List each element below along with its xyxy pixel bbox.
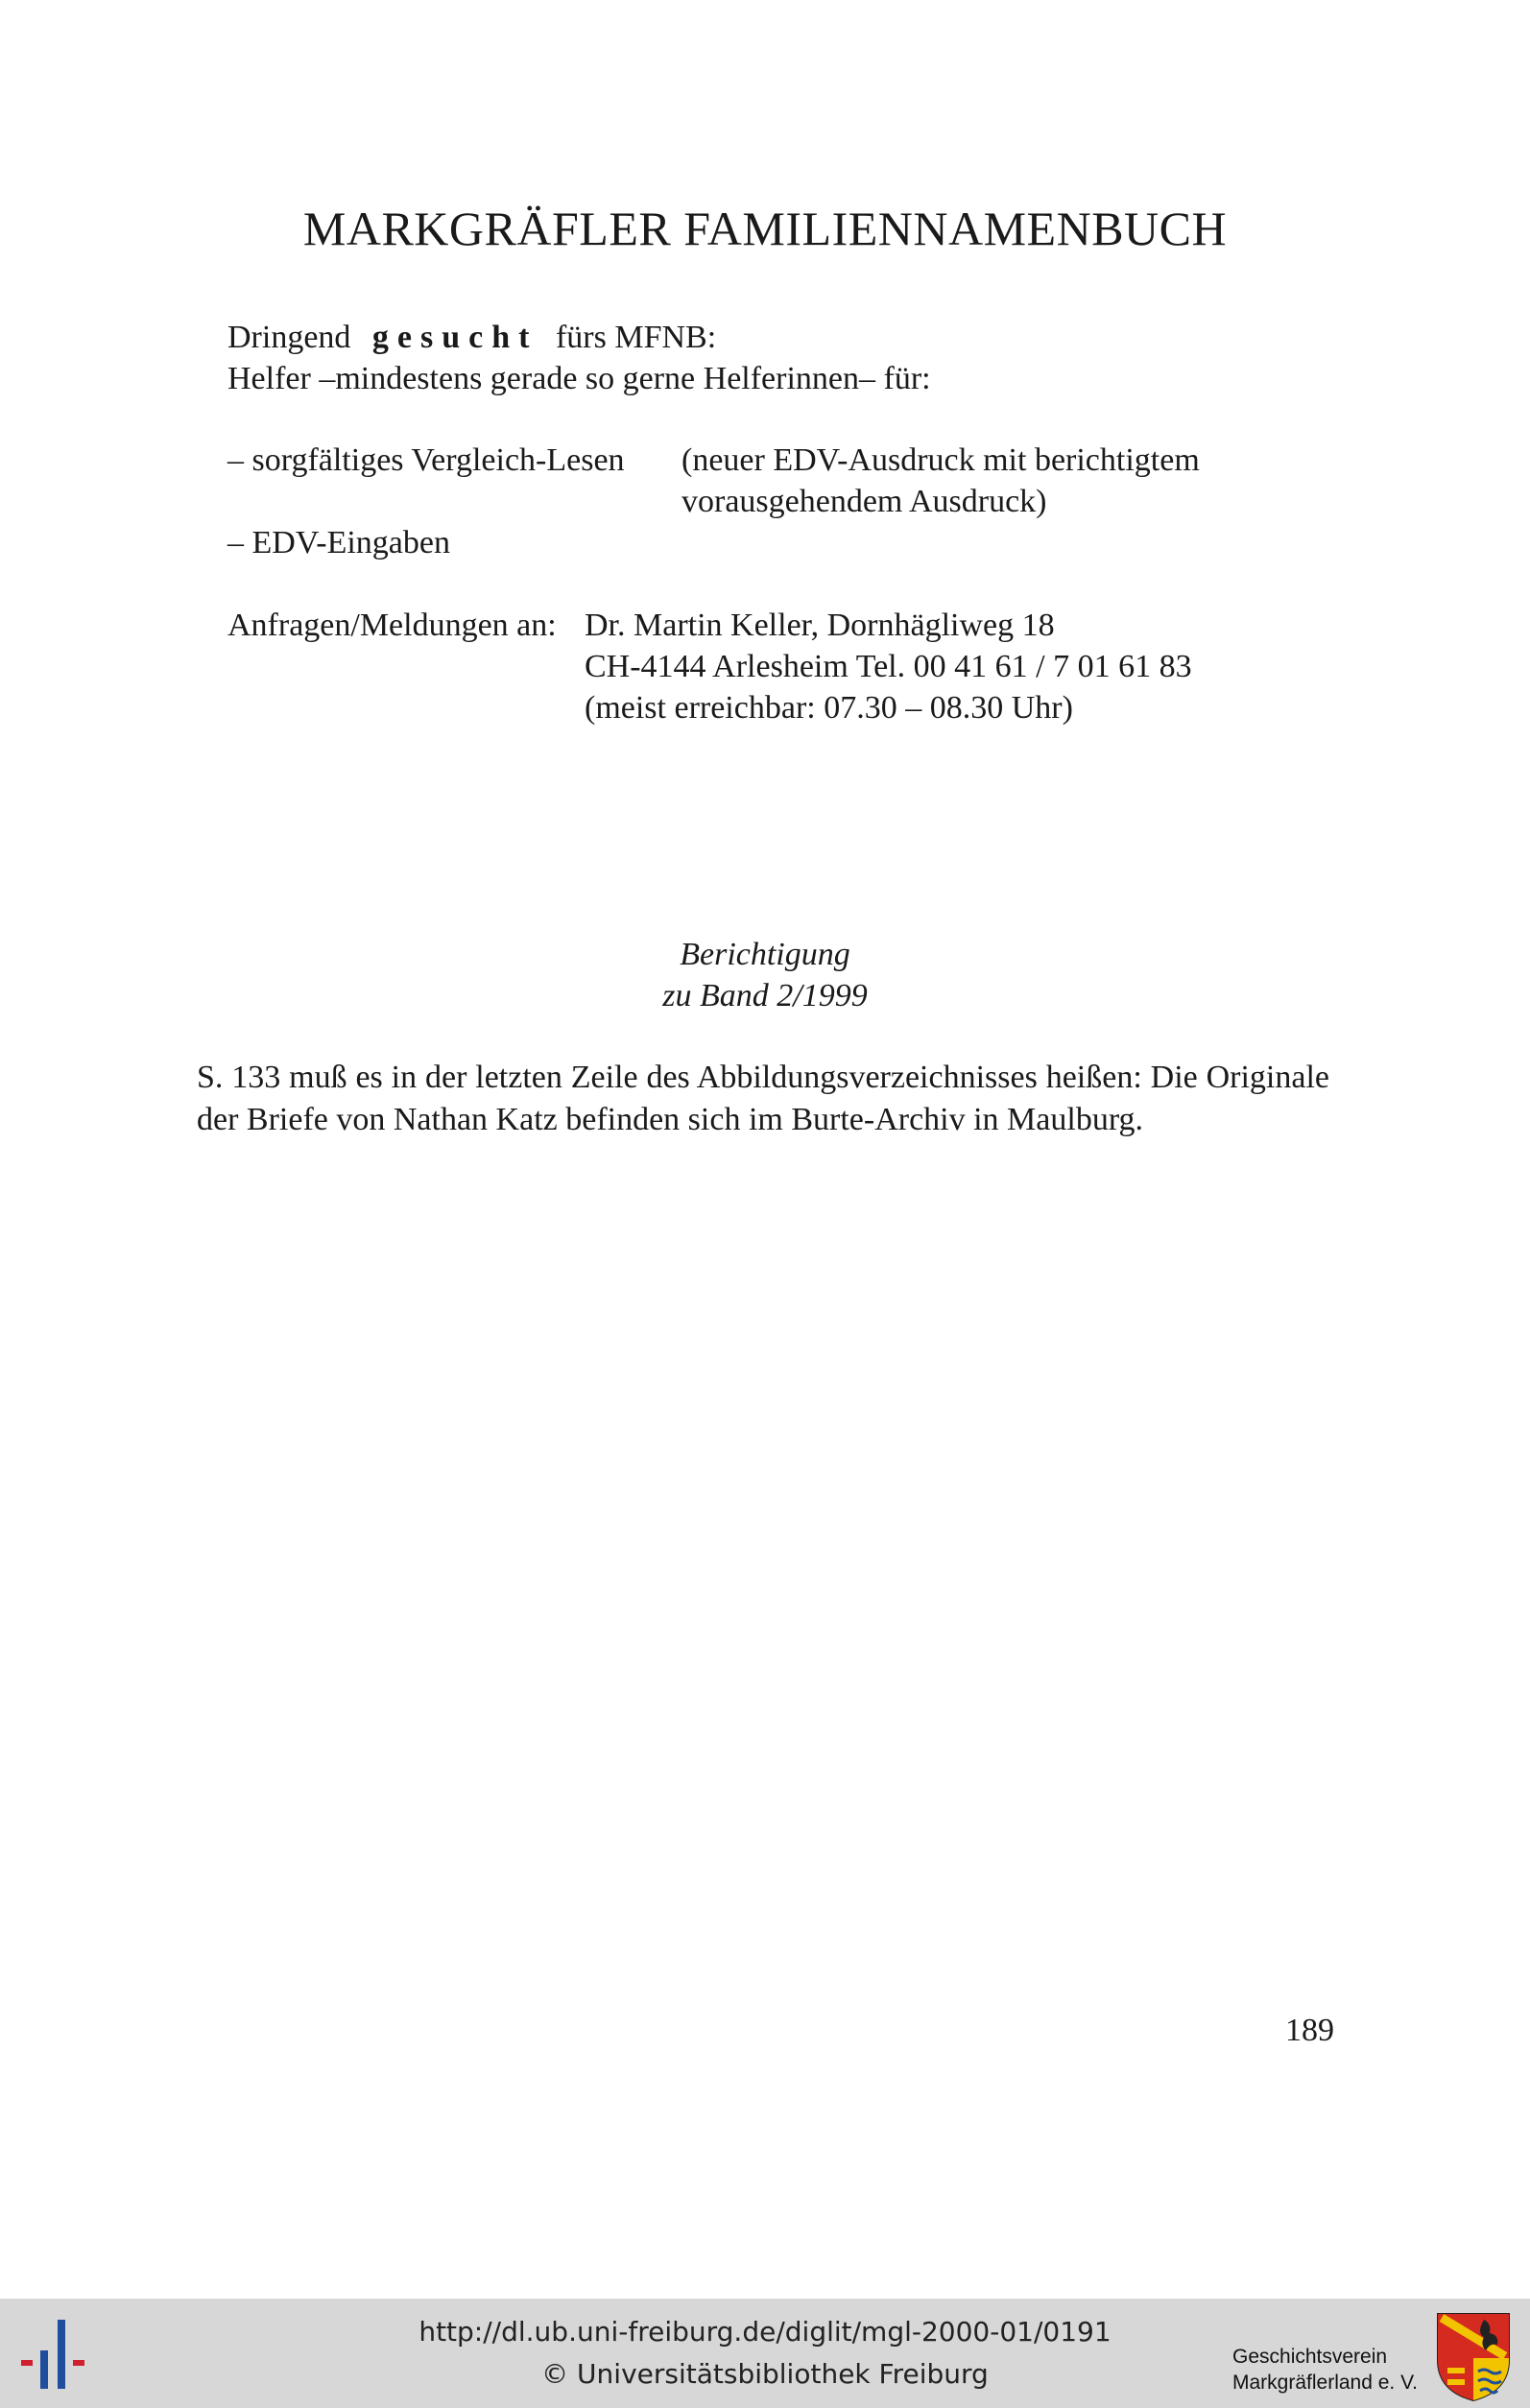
- coat-of-arms-icon: [1434, 2310, 1513, 2402]
- notice-emphasis: gesucht: [371, 320, 538, 355]
- footer-copyright: © Universitätsbibliothek Freiburg: [541, 2358, 989, 2390]
- notice-line-1: [227, 317, 716, 359]
- footer-url-link[interactable]: http://dl.ub.uni-freiburg.de/diglit/mgl-2000-01/0191: [418, 2316, 1112, 2348]
- contact-line-3: (meist erreichbar: 07.30 – 08.30 Uhr): [585, 690, 1073, 726]
- footer-org-name: Geschichtsverein: [1232, 2346, 1388, 2368]
- notice-suffix: fürs MFNB:: [555, 320, 717, 355]
- contact-label: Anfragen/Meldungen an:: [227, 608, 557, 643]
- correction-subtitle: zu Band 2/1999: [662, 978, 868, 1013]
- notice-line-2: Helfer –mindestens gerade so gerne Helferinnen– für:: [227, 361, 931, 396]
- task-1-note-line-2: vorausgehendem Ausdruck): [681, 484, 1047, 519]
- page-title: MARKGRÄFLER FAMILIENNAMENBUCH: [302, 202, 1228, 255]
- task-1-label: – sorgfältiges Vergleich-Lesen: [227, 442, 625, 478]
- task-2-label: – EDV-Eingaben: [227, 525, 450, 560]
- contact-line-1: Dr. Martin Keller, Dornhägliweg 18: [585, 608, 1055, 643]
- notice-prefix: Dringend: [227, 320, 351, 355]
- contact-line-2: CH-4144 Arlesheim Tel. 00 41 61 / 7 01 61 83: [585, 649, 1192, 684]
- page-number: 189: [1285, 2013, 1334, 2048]
- task-1-note-line-1: (neuer EDV-Ausdruck mit berichtigtem: [681, 442, 1200, 478]
- footer-org-region: Markgräflerland e. V.: [1232, 2372, 1418, 2394]
- correction-body: S. 133 muß es in der letzten Zeile des Abbildungsverzeichnisses heißen: Die Originale der Briefe von Nathan Katz befinden sich im Burte-Archiv in Maulburg.: [197, 1060, 1329, 1137]
- correction-title: Berichtigung: [680, 937, 850, 972]
- footer-bar: [0, 2299, 1530, 2408]
